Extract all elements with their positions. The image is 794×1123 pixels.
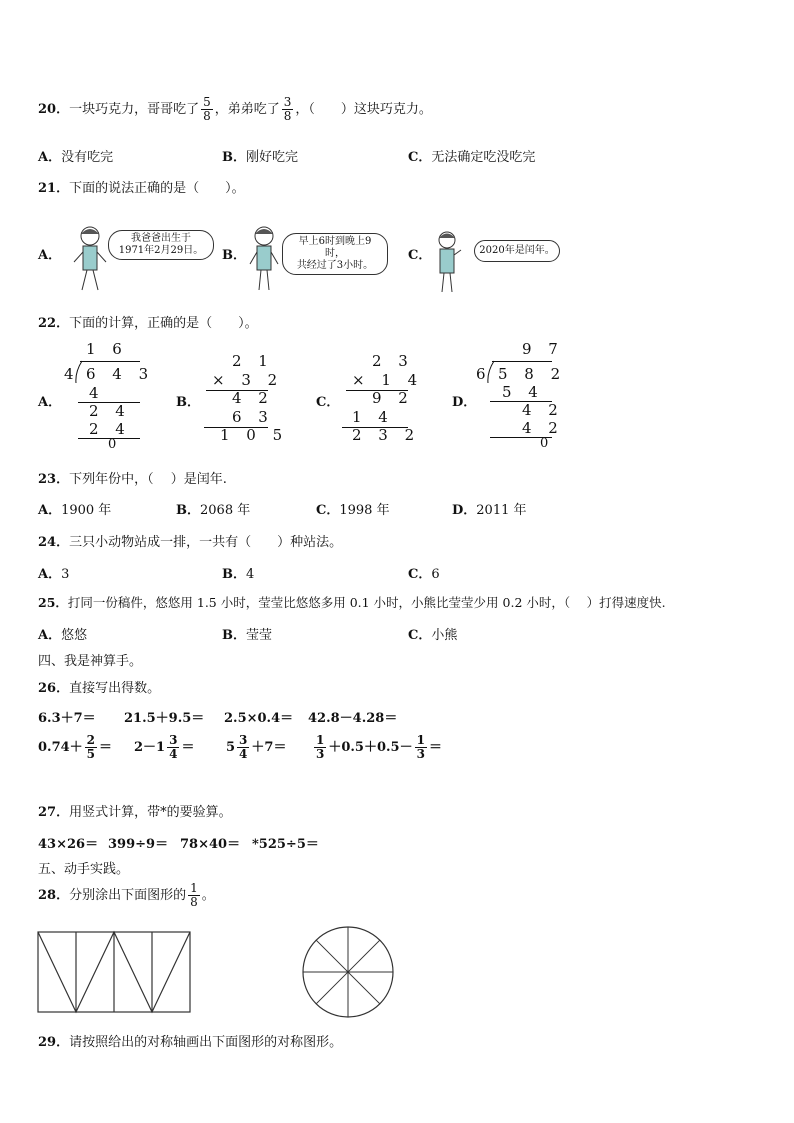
fraction: $\frac{5}{8}$ [203, 95, 211, 123]
division-a: 1 6 4 6 4 3 4 2 4 2 4 0 [64, 340, 155, 452]
fraction: $\frac{2}{5}$ [86, 733, 96, 761]
section-heading: 四、我是神算手。 [38, 654, 143, 669]
q21-option-c[interactable]: C． [408, 248, 432, 263]
q27-stem: 27．用竖式计算，带*的要验算。 [38, 805, 232, 820]
q25-option-b[interactable]: B．莹莹 [222, 628, 273, 643]
q26-expr-7: 5 $\frac{3}{4}$ ＋7＝ [226, 733, 287, 761]
question-number: 21． [38, 181, 70, 196]
girl-illustration [246, 222, 282, 294]
question-number: 20． [38, 102, 70, 117]
q24-stem: 24．三只小动物站成一排，一共有（ ）种站法。 [38, 535, 343, 550]
q22-option-a[interactable]: A． [38, 395, 62, 410]
q24-option-b[interactable]: B．4 [222, 567, 255, 582]
q24-option-c[interactable]: C．6 [408, 567, 440, 582]
speech-bubble-a: 我爸爸出生于 1971年2月29日。 [108, 230, 214, 260]
multiplication-c: 2 3 × 1 4 9 2 1 4 2 3 2 [338, 352, 408, 447]
speech-bubble-b: 早上6时到晚上9时， 共经过了3小时。 [282, 233, 388, 275]
q27-item-2: 399÷9＝ [108, 837, 169, 852]
q26-expr-8: $\frac{1}{3}$ ＋0.5＋0.5－ $\frac{1}{3}$ ＝ [316, 733, 442, 761]
q26-expr-2: 21.5＋9.5＝ [124, 711, 205, 726]
q20-option-a[interactable]: A．没有吃完 [38, 150, 114, 165]
section-heading: 五、动手实践。 [38, 862, 130, 877]
fraction: $\frac{1}{8}$ [190, 881, 198, 909]
question-number: 29． [38, 1035, 70, 1050]
q27-item-1: 43×26＝ [38, 837, 99, 852]
q26-expr-1: 6.3＋7＝ [38, 711, 96, 726]
fraction: $\frac{1}{3}$ [316, 733, 325, 761]
q20-option-c[interactable]: C．无法确定吃没吃完 [408, 150, 536, 165]
q24-option-a[interactable]: A．3 [38, 567, 70, 582]
q20-text-a: 一块巧克力，哥哥吃了 [69, 102, 200, 117]
fraction: $\frac{3}{4}$ [169, 733, 178, 761]
fraction: $\frac{1}{3}$ [416, 733, 425, 761]
division-d: 9 7 6 5 8 2 5 4 4 2 4 2 0 [476, 340, 567, 451]
fraction: $\frac{3}{4}$ [239, 733, 248, 761]
q27-item-3: 78×40＝ [180, 837, 241, 852]
q20-text-c: ，（ ）这块巧克力。 [295, 102, 432, 117]
q28-stem: 28．分别涂出下面图形的 $\frac{1}{8}$ 。 [38, 881, 215, 909]
q21-option-b[interactable]: B． [222, 248, 246, 263]
q23-option-b[interactable]: B．2068 年 [176, 503, 251, 518]
question-number: 28． [38, 888, 70, 903]
question-number: 23． [38, 472, 70, 487]
q26-expr-6: 2－1 $\frac{3}{4}$ ＝ [134, 733, 195, 761]
girl-illustration [70, 222, 110, 294]
fraction: $\frac{3}{8}$ [283, 95, 292, 123]
multiplication-b: 2 1 × 3 2 4 2 6 3 1 0 5 [200, 352, 270, 447]
q25-stem: 25．打同一份稿件，悠悠用 1.5 小时，莹莹比悠悠多用 0.1 小时，小熊比莹莹少用 0.2 小时，（ ）打得速度快. [38, 595, 666, 610]
q26-expr-4: 42.8－4.28＝ [308, 711, 398, 726]
q27-item-4: *525÷5＝ [252, 837, 319, 852]
q23-option-d[interactable]: D．2011 年 [452, 503, 527, 518]
q20-stem [38, 96, 432, 123]
question-number: 24． [38, 535, 70, 550]
q22-option-d[interactable]: D． [452, 395, 477, 410]
speech-bubble-c: 2020年是闰年。 [474, 240, 560, 262]
q22-stem: 22．下面的计算，正确的是（ ）。 [38, 316, 258, 331]
question-number: 26． [38, 681, 70, 696]
q23-option-a[interactable]: A．1900 年 [38, 503, 112, 518]
q23-stem: 23．下列年份中，（ ）是闰年. [38, 472, 227, 487]
q26-stem: 26．直接写出得数。 [38, 681, 161, 696]
q21-stem: 21．下面的说法正确的是（ ）。 [38, 181, 245, 196]
triangles-rectangle-figure[interactable] [36, 930, 192, 1014]
q22-option-c[interactable]: C． [316, 395, 340, 410]
question-number: 25． [38, 595, 68, 610]
q29-stem: 29．请按照给出的对称轴画出下面图形的对称图形。 [38, 1035, 343, 1050]
question-number: 22． [38, 316, 70, 331]
q25-option-c[interactable]: C．小熊 [408, 628, 458, 643]
q20-text-b: ，弟弟吃了 [214, 102, 280, 117]
q22-option-b[interactable]: B． [176, 395, 200, 410]
q23-option-c[interactable]: C．1998 年 [316, 503, 390, 518]
girl-illustration [432, 228, 462, 296]
q25-option-a[interactable]: A．悠悠 [38, 628, 88, 643]
q26-expr-3: 2.5×0.4＝ [224, 711, 294, 726]
q20-option-b[interactable]: B．刚好吃完 [222, 150, 299, 165]
circle-eighths-figure[interactable] [300, 924, 396, 1020]
q21-option-a[interactable]: A． [38, 248, 62, 263]
q26-expr-5: 0.74＋ $\frac{2}{5}$ ＝ [38, 733, 113, 761]
question-number: 27． [38, 805, 70, 820]
